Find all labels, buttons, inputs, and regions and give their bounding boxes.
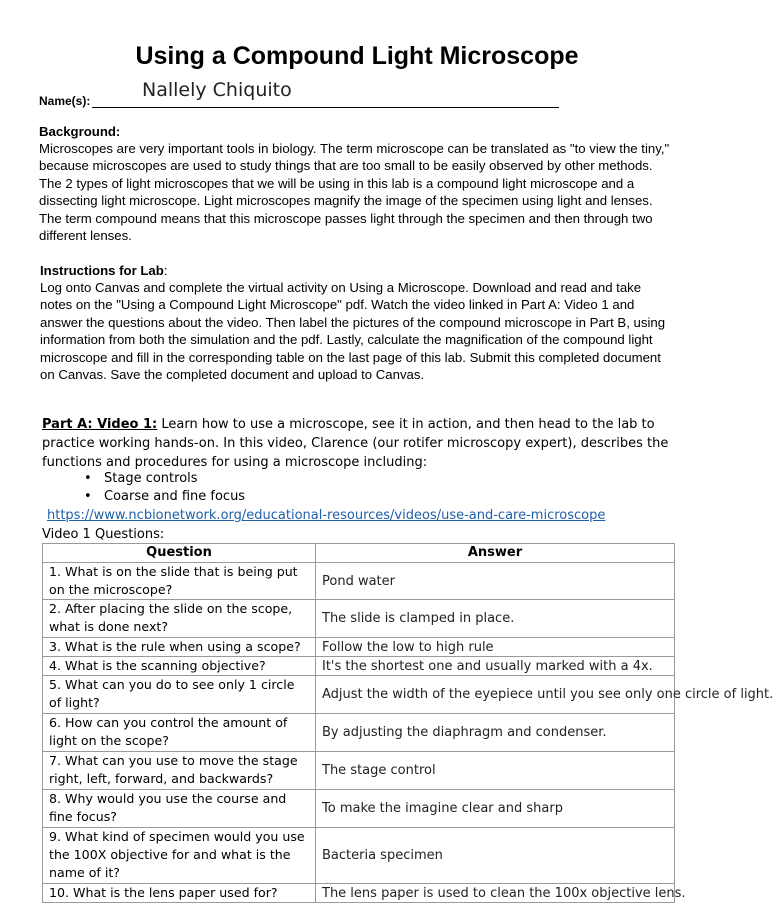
part-a-heading: Part A: Video 1:: [42, 417, 158, 432]
question-cell: 2. After placing the slide on the scope, what is done next?: [43, 600, 316, 638]
answer-cell[interactable]: Follow the low to high rule: [316, 638, 675, 657]
table-row: [43, 638, 675, 657]
question-column-header: Question: [43, 544, 316, 563]
table-row: [43, 657, 675, 676]
name-label: Name(s):: [39, 94, 91, 108]
instructions-heading-colon: :: [163, 263, 168, 278]
document-title: Using a Compound Light Microscope: [135, 42, 579, 70]
video-link[interactable]: https://www.ncbionetwork.org/educational-resources/videos/use-and-care-microscope: [47, 508, 606, 523]
answer-cell[interactable]: It's the shortest one and usually marked with a 4x.: [316, 657, 675, 676]
question-cell: 8. Why would you use the course and fine focus?: [43, 790, 316, 828]
answer-cell[interactable]: To make the imagine clear and sharp: [316, 790, 675, 828]
part-a-text: Learn how to use a microscope, see it in action, and then head to the lab to practice working hands-on. In this video, Clarence (our rotifer microscopy expert), describes the functions and procedures for using a microscope including:: [42, 417, 669, 470]
instructions-text: Log onto Canvas and complete the virtual activity on Using a Microscope. Download and read and take notes on the "Using a Compound Light Microscope" pdf. Watch the video linked in Part A: Video 1 and answer the questions about the video. Then label the pictures of the compound microscope in Part B, using information from both the simulation and the pdf. Lastly, calculate the magnification of the compound light microscope and fill in the corresponding table on the last page of this lab. Submit this completed document on Canvas. Save the completed document and upload to Canvas.: [40, 280, 666, 383]
question-cell: 6. How can you control the amount of light on the scope?: [43, 714, 316, 752]
answer-cell[interactable]: Bacteria specimen: [316, 828, 675, 884]
bullet-item: • Stage controls: [84, 470, 245, 488]
table-header-row: [43, 544, 675, 563]
background-text: Microscopes are very important tools in biology. The term microscope can be translated as "to view the tiny," because microscopes are used to study things that are too small to be easily observed by other methods. The 2 types of light microscopes that we will be using in this lab is a compound light microscope and a dissecting light microscope. Light microscopes magnify the image of the specimen using light and lenses. The term compound means that this microscope passes light through the specimen and then through two different lenses.: [39, 141, 670, 244]
instructions-heading-label: Instructions for Lab: [40, 263, 164, 278]
answer-cell[interactable]: By adjusting the diaphragm and condenser.: [316, 714, 675, 752]
background-heading: Background:: [39, 124, 121, 139]
name-value[interactable]: Nallely Chiquito: [142, 79, 292, 101]
table-row: [43, 714, 675, 752]
question-cell: 3. What is the rule when using a scope?: [43, 638, 316, 657]
question-cell: 10. What is the lens paper used for?: [43, 884, 316, 903]
question-cell: 4. What is the scanning objective?: [43, 657, 316, 676]
answer-cell[interactable]: The lens paper is used to clean the 100x objective lens.: [316, 884, 675, 903]
table-row: [43, 790, 675, 828]
question-cell: 7. What can you use to move the stage right, left, forward, and backwards?: [43, 752, 316, 790]
questions-table: [42, 543, 773, 903]
question-cell: 5. What can you do to see only 1 circle of light?: [43, 676, 316, 714]
instructions-heading: [40, 262, 168, 279]
answer-column-header: Answer: [316, 544, 675, 563]
part-a-intro: [42, 415, 672, 472]
answer-cell[interactable]: The slide is clamped in place.: [316, 600, 675, 638]
question-cell: 9. What kind of specimen would you use the 100X objective for and what is the name of it?: [43, 828, 316, 884]
table-row: [43, 563, 675, 600]
bullet-item: • Coarse and fine focus: [84, 488, 245, 506]
name-row: [39, 79, 559, 108]
table-row: [43, 676, 675, 714]
video-questions-label: Video 1 Questions:: [42, 527, 165, 542]
answer-cell[interactable]: The stage control: [316, 752, 675, 790]
table-row: [43, 828, 675, 884]
name-underline: [92, 107, 559, 108]
table-row: [43, 600, 675, 638]
answer-cell[interactable]: Adjust the width of the eyepiece until you see only one circle of light.: [316, 676, 675, 714]
table-row: [43, 752, 675, 790]
question-cell: 1. What is on the slide that is being put on the microscope?: [43, 563, 316, 600]
answer-cell[interactable]: Pond water: [316, 563, 675, 600]
part-a-bullet-list: [84, 470, 245, 506]
table-row: [43, 884, 675, 903]
